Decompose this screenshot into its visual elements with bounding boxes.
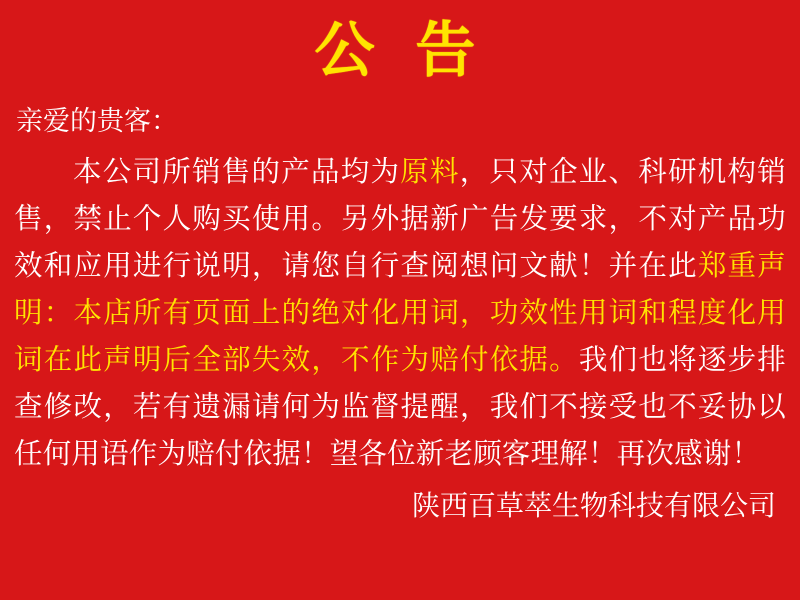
body-segment-1: 本公司所销售的产品均为: [72, 155, 401, 188]
company-signature: 陕西百草萃生物科技有限公司: [411, 489, 776, 522]
announcement-body: [14, 148, 786, 477]
page-title: 公 告: [314, 16, 486, 86]
highlight-solemn-statement: 郑重声明：本店所有页面上的绝对化用词，功效性用词和程度化用词在此声明后全部失效，不作为赔付依据。: [14, 249, 786, 376]
body-segment-3: 我们也将逐步排查修改，若有遗漏请何为监督提醒，我们不接受也不妥协以任何用语作为赔付依据！望各位新老顾客理解！再次感谢！: [14, 343, 786, 470]
body-segment-2: ，只对企业、科研机构销售，禁止个人购买使用。另外据新广告发要求，不对产品功效和应用进行说明，请您自行查阅想问文献！并在此: [14, 155, 786, 282]
salutation-text: 亲爱的贵客：: [16, 106, 178, 137]
highlight-raw-material: 原料: [400, 155, 460, 188]
